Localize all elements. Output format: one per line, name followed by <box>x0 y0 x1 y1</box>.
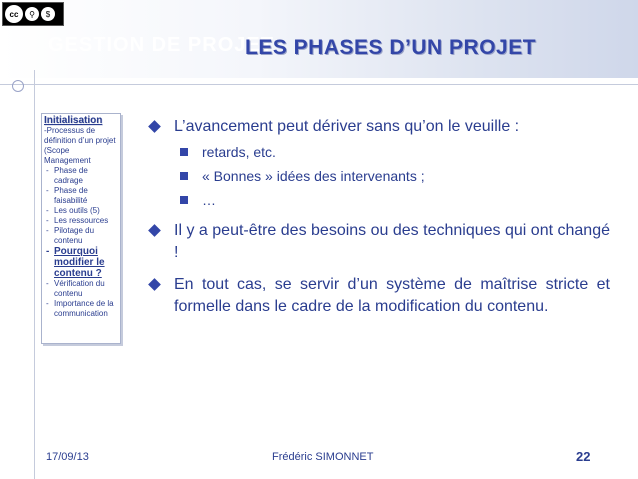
sidebar-outline <box>41 113 121 344</box>
footer-author: Frédéric SIMONNET <box>272 451 374 463</box>
sidebar-item-verification: - Vérification du contenu <box>44 279 118 299</box>
sub-bullet-text: « Bonnes » idées des intervenants ; <box>202 168 425 184</box>
sidebar-item-ressources: - Les ressources <box>44 216 118 226</box>
diamond-bullet-icon <box>148 224 161 237</box>
footer-date: 17/09/13 <box>46 451 89 463</box>
sidebar-item-pilotage: - Pilotage du contenu <box>44 226 118 246</box>
sidebar-item-communication: - Importance de la communication <box>44 299 118 319</box>
sub-bullet-text: retards, etc. <box>202 144 276 160</box>
sub-bullet-retards <box>150 140 610 164</box>
sidebar-item-cadrage: - Phase de cadrage <box>44 166 118 186</box>
diamond-bullet-icon <box>148 120 161 133</box>
sidebar-item-faisabilite: - Phase de faisabilité <box>44 186 118 206</box>
horizontal-rule <box>0 84 638 85</box>
vertical-rule <box>34 70 35 479</box>
cc-by-nc-icon <box>2 2 64 26</box>
sidebar-item-pourquoi-active: - Pourquoi modifier le contenu ? <box>44 246 118 279</box>
sidebar-item-outils: - Les outils (5) <box>44 206 118 216</box>
cc-icon: cc <box>5 5 23 23</box>
bullet-avancement <box>150 116 610 138</box>
page-number: 22 <box>576 449 591 464</box>
bullet-text: L’avancement peut dériver sans qu’on le veuille : <box>174 118 520 135</box>
square-bullet-icon <box>180 148 188 156</box>
bullet-systeme <box>150 274 610 318</box>
by-icon: ⚲ <box>25 7 39 21</box>
bullet-besoins <box>150 220 610 264</box>
sub-bullet-ellipsis <box>150 188 610 212</box>
ghost-title: GESTION DE PROJET <box>48 34 274 56</box>
bullet-text: En tout cas, se servir d’un système de maîtrise stricte et formelle dans le cadre de la modification du contenu. <box>174 276 610 315</box>
square-bullet-icon <box>180 172 188 180</box>
slide-title: LES PHASES D’UN PROJET <box>245 36 537 59</box>
sidebar-heading: Initialisation <box>44 115 103 126</box>
sub-bullet-idees <box>150 164 610 188</box>
diamond-bullet-icon <box>148 278 161 291</box>
sub-bullet-text: … <box>202 192 216 208</box>
sidebar-list <box>44 166 118 319</box>
bullet-text: Il y a peut-être des besoins ou des techniques qui ont changé ! <box>174 222 610 261</box>
decorative-circle-icon <box>12 80 24 92</box>
nc-icon: $ <box>41 7 55 21</box>
main-content <box>150 116 610 318</box>
sidebar-intro: -Processus de définition d’un projet (Scope Management <box>44 126 116 165</box>
square-bullet-icon <box>180 196 188 204</box>
sub-bullet-list <box>150 140 610 212</box>
